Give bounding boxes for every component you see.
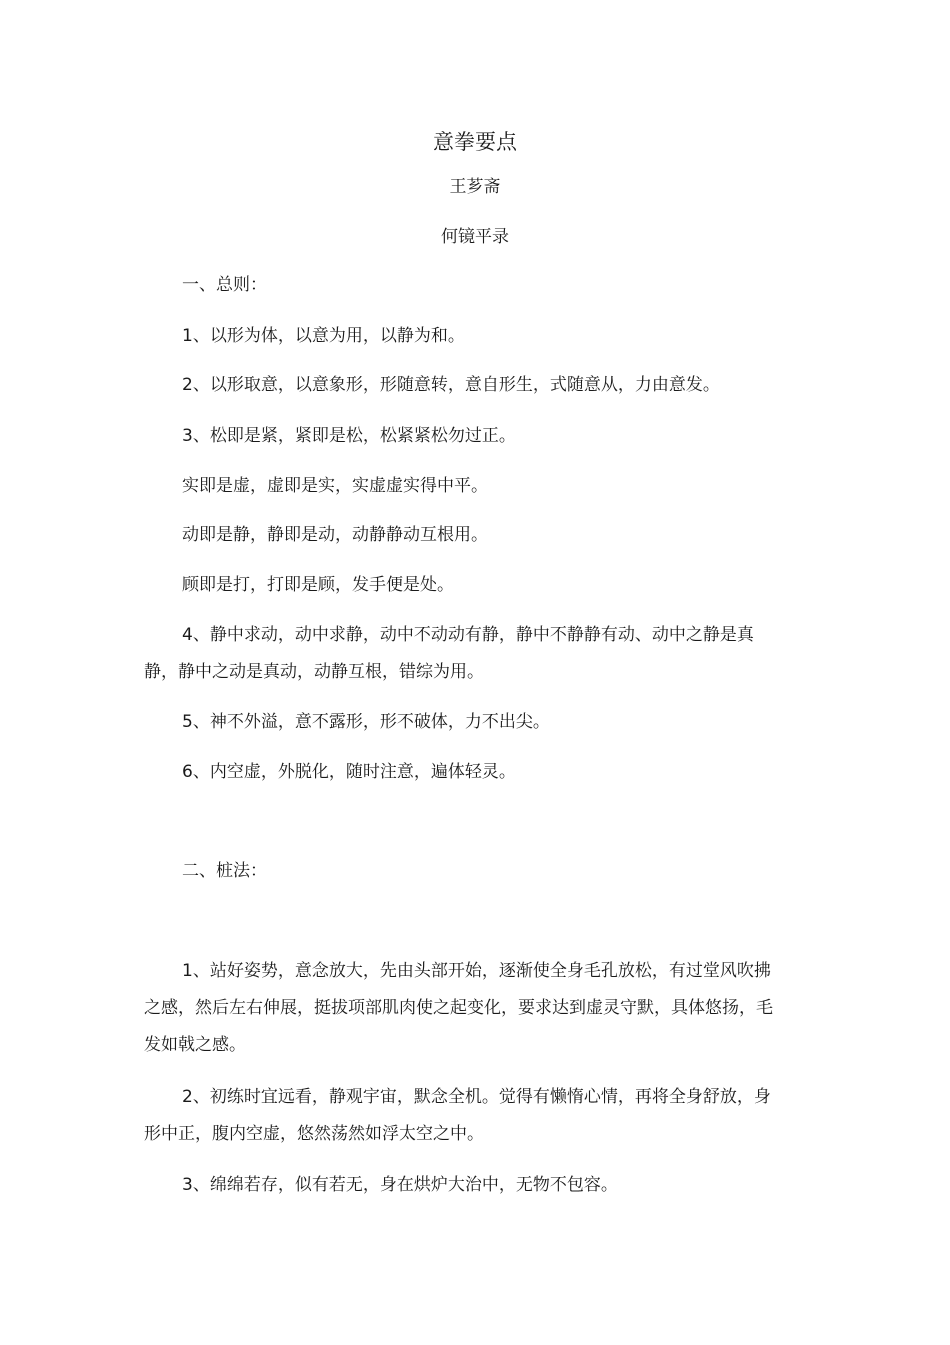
- list-item: 4、静中求动，动中求静，动中不动动有静，静中不静静有动、动中之静是真静，静中之动是真动，动静互根，错综为用。: [144, 625, 754, 682]
- doc-recorder: 何镜平录: [441, 227, 509, 247]
- list-item: 顾即是打，打即是顾，发手便是处。: [182, 575, 454, 595]
- list-item: 2、以形取意，以意象形，形随意转，意自形生，式随意从，力由意发。: [182, 375, 720, 395]
- section-2-heading: 二、桩法：: [182, 861, 267, 881]
- doc-author: 王芗斋: [449, 177, 501, 197]
- list-item: 3、松即是紧，紧即是松，松紧紧松勿过正。: [182, 426, 516, 446]
- list-item: 3、绵绵若存，似有若无，身在烘炉大治中，无物不包容。: [182, 1175, 618, 1195]
- list-item: 6、内空虚，外脱化，随时注意，遍体轻灵。: [182, 762, 516, 782]
- list-item: 2、初练时宜远看，静观宇宙，默念全机。觉得有懒惰心情，再将全身舒放，身形中正，腹内空虚，悠然荡然如浮太空之中。: [144, 1087, 771, 1144]
- list-item: 1、站好姿势，意念放大，先由头部开始，逐渐使全身毛孔放松，有过堂风吹拂之感，然后左右伸展，挺拔项部肌肉使之起变化，要求达到虚灵守默，具体悠扬，毛发如戟之感。: [144, 961, 773, 1055]
- list-item: 5、神不外溢，意不露形，形不破体，力不出尖。: [182, 712, 550, 732]
- section-1-heading: 一、总则：: [182, 275, 267, 295]
- list-item: 实即是虚，虚即是实，实虚虚实得中平。: [182, 476, 488, 496]
- list-item: 1、以形为体，以意为用，以静为和。: [182, 326, 465, 346]
- doc-title: 意拳要点: [433, 130, 517, 154]
- list-item: 动即是静，静即是动，动静静动互根用。: [182, 525, 488, 545]
